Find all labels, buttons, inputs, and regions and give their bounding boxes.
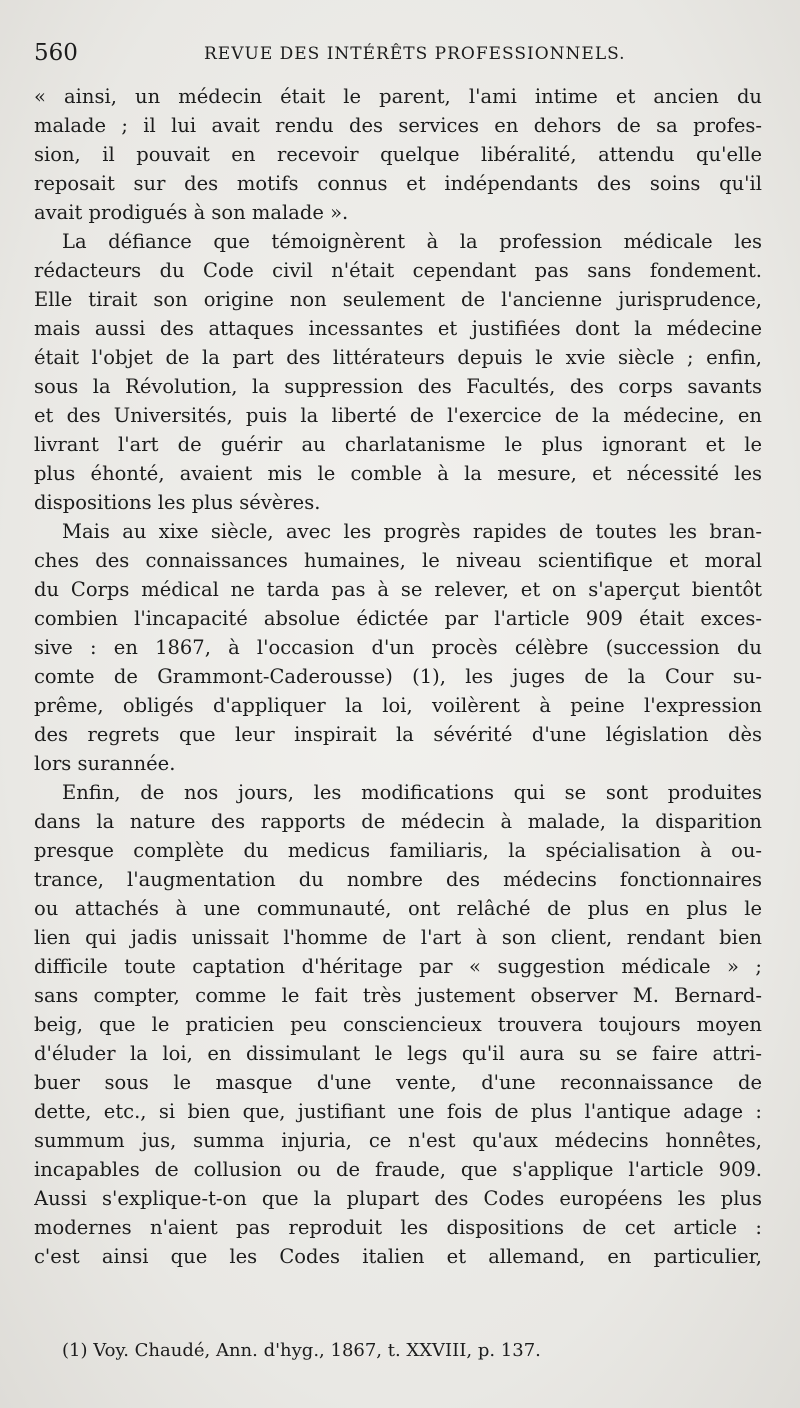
text-line: sive : en 1867, à l'occasion d'un procès célèbre (succession du: [34, 636, 762, 659]
text-line: lors surannée.: [34, 752, 176, 775]
text-line: prême, obligés d'appliquer la loi, voilèrent à peine l'expression: [34, 694, 762, 717]
text-line: c'est ainsi que les Codes italien et allemand, en particulier,: [34, 1245, 762, 1268]
text-line: difficile toute captation d'héritage par « suggestion médicale » ;: [34, 955, 762, 978]
text-line: Aussi s'explique-t-on que la plupart des Codes européens les plus: [34, 1187, 762, 1210]
text-line: incapables de collusion ou de fraude, que s'applique l'article 909.: [34, 1158, 762, 1181]
text-line: lien qui jadis unissait l'homme de l'art à son client, rendant bien: [34, 926, 762, 949]
text-line: Enfin, de nos jours, les modifications qui se sont produites: [62, 781, 762, 804]
text-line: sion, il pouvait en recevoir quelque libéralité, attendu qu'elle: [34, 143, 762, 166]
text-line: était l'objet de la part des littérateurs depuis le xvie siècle ; enfin,: [34, 346, 762, 369]
page-number: 560: [34, 40, 78, 66]
body-text: [34, 82, 762, 1271]
text-line: d'éluder la loi, en dissimulant le legs qu'il aura su se faire attri-: [34, 1042, 762, 1065]
text-line: comte de Grammont-Caderousse) (1), les juges de la Cour su-: [34, 665, 762, 688]
text-line: malade ; il lui avait rendu des services en dehors de sa profes-: [34, 114, 762, 137]
text-line: du Corps médical ne tarda pas à se relever, et on s'aperçut bientôt: [34, 578, 762, 601]
text-line: ou attachés à une communauté, ont relâché de plus en plus le: [34, 897, 762, 920]
text-line: summum jus, summa injuria, ce n'est qu'aux médecins honnêtes,: [34, 1129, 762, 1152]
text-line: des regrets que leur inspirait la sévérité d'une législation dès: [34, 723, 762, 746]
text-line: dispositions les plus sévères.: [34, 491, 321, 514]
running-head: REVUE DES INTÉRÊTS PROFESSIONNELS.: [204, 44, 626, 64]
text-line: dette, etc., si bien que, justifiant une fois de plus l'antique adage :: [34, 1100, 762, 1123]
text-line: combien l'incapacité absolue édictée par l'article 909 était exces-: [34, 607, 762, 630]
text-line: ches des connaissances humaines, le niveau scientifique et moral: [34, 549, 762, 572]
text-line: « ainsi, un médecin était le parent, l'ami intime et ancien du: [34, 85, 762, 108]
page-header: [34, 40, 774, 70]
text-line: rédacteurs du Code civil n'était cependant pas sans fondement.: [34, 259, 762, 282]
text-line: buer sous le masque d'une vente, d'une reconnaissance de: [34, 1071, 762, 1094]
text-line: mais aussi des attaques incessantes et justifiées dont la médecine: [34, 317, 762, 340]
text-line: plus éhonté, avaient mis le comble à la mesure, et nécessité les: [34, 462, 762, 485]
text-line: La défiance que témoignèrent à la profession médicale les: [62, 230, 762, 253]
text-line: presque complète du medicus familiaris, la spécialisation à ou-: [34, 839, 762, 862]
text-line: sans compter, comme le fait très justement observer M. Bernard-: [34, 984, 762, 1007]
text-line: modernes n'aient pas reproduit les dispositions de cet article :: [34, 1216, 762, 1239]
text-line: sous la Révolution, la suppression des Facultés, des corps savants: [34, 375, 762, 398]
footnote: [62, 1340, 541, 1361]
text-line: reposait sur des motifs connus et indépendants des soins qu'il: [34, 172, 762, 195]
text-line: et des Universités, puis la liberté de l'exercice de la médecine, en: [34, 404, 762, 427]
text-line: Elle tirait son origine non seulement de l'ancienne jurisprudence,: [34, 288, 762, 311]
text-line: dans la nature des rapports de médecin à malade, la disparition: [34, 810, 762, 833]
text-line: livrant l'art de guérir au charlatanisme le plus ignorant et le: [34, 433, 762, 456]
footnote-text: Voy. Chaudé, Ann. d'hyg., 1867, t. XXVIII, p. 137.: [93, 1340, 541, 1361]
text-line: Mais au xixe siècle, avec les progrès rapides de toutes les bran-: [62, 520, 762, 543]
text-line: avait prodigués à son malade ».: [34, 201, 349, 224]
footnote-label: (1): [62, 1340, 88, 1361]
text-line: beig, que le praticien peu consciencieux trouvera toujours moyen: [34, 1013, 762, 1036]
text-line: trance, l'augmentation du nombre des médecins fonctionnaires: [34, 868, 762, 891]
